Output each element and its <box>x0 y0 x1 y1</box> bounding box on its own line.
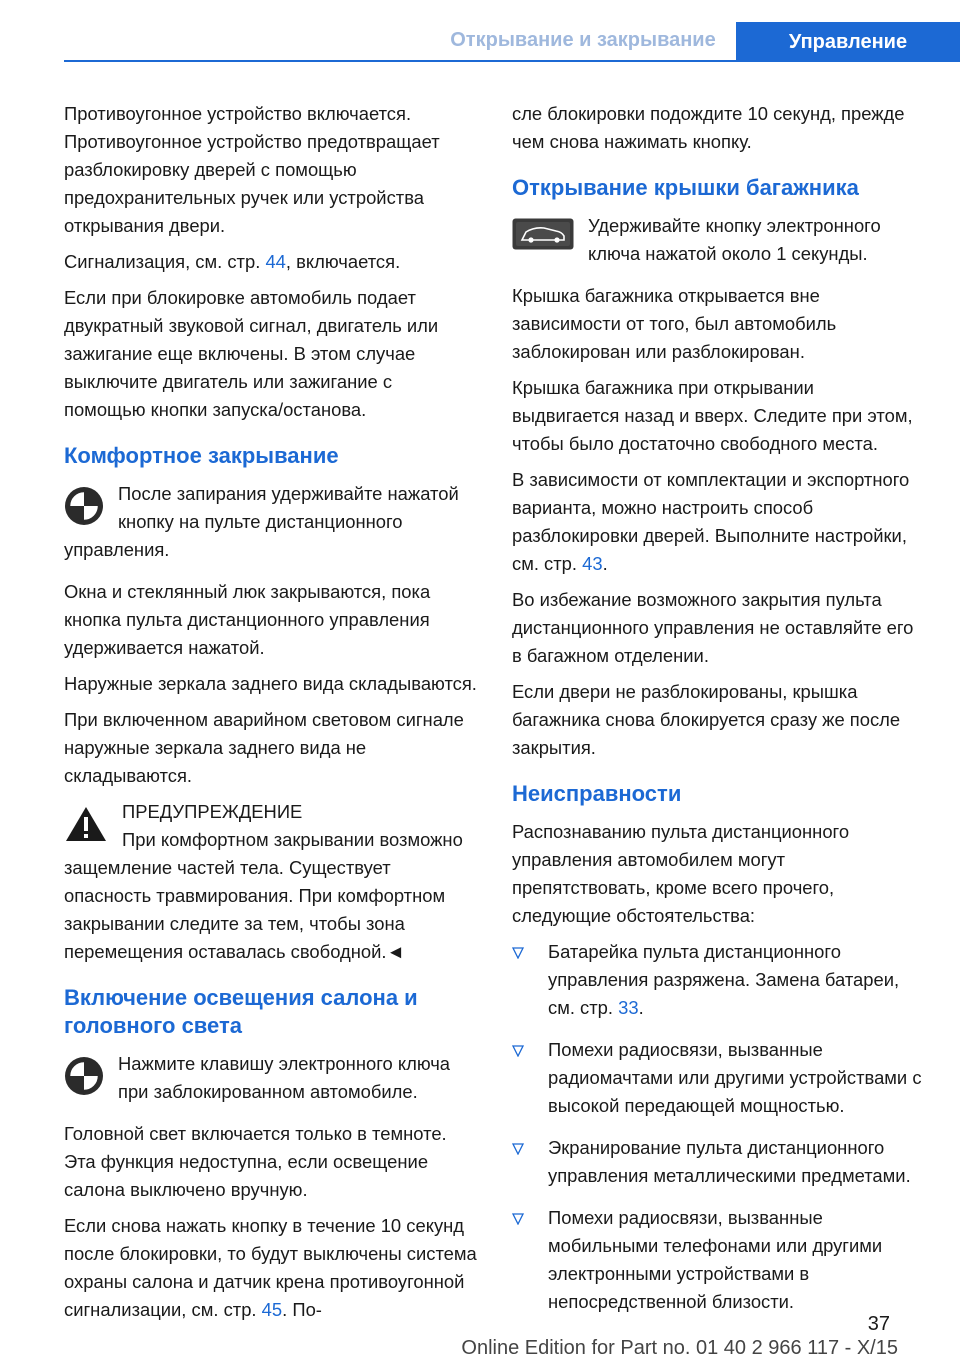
instruction-text: После запирания удерживайте нажатой кнопку на пульте дистанционного управления. <box>64 483 459 560</box>
paragraph: Если двери не разблокированы, крышка багажника снова блокируется сразу же после закрытия. <box>512 681 901 758</box>
footer-edition: Online Edition for Part no. 01 40 2 966 117 - X/15 <box>461 1337 898 1359</box>
text: Если снова нажать кнопку в течение 10 секунд после блокировки, то будут выключены система охраны салона и датчик крена противоугонной сигнализации, см. стр. <box>64 1215 477 1320</box>
comfort-instruction <box>64 480 478 564</box>
instruction-text: Нажмите клавишу электронного ключа при заблокированном автомобиле. <box>118 1053 451 1102</box>
right-column <box>512 100 924 1330</box>
text: Помехи радиосвязи, вызванные мобильными телефонами или другими электронными устройствами в непосредственной близости. <box>548 1207 883 1312</box>
header-rule <box>64 60 960 62</box>
list-item <box>512 1134 924 1190</box>
trunk-button-icon <box>512 218 574 250</box>
page-link-44[interactable]: 44 <box>265 251 286 272</box>
heading-comfort-closing: Комфортное закрывание <box>64 443 339 468</box>
paragraph: сле блокировки подождите 10 секунд, прежде чем снова нажимать кнопку. <box>512 103 905 152</box>
paragraph: Наружные зеркала заднего вида складываются. <box>64 673 477 694</box>
instruction-text: Удерживайте кнопку электронного ключа нажатой около 1 секунды. <box>588 215 881 264</box>
header-section-title: Открывание и закрывание <box>450 29 716 51</box>
paragraph <box>512 466 924 578</box>
lighting-instruction <box>64 1050 478 1106</box>
bmw-key-icon <box>64 1056 104 1096</box>
warning-text: При комфортном закрывании возможно защемление частей тела. Существует опасность травмирования. При комфортном закрывании следите за тем, чтобы зона перемещения оставалась свободной.◄ <box>64 829 463 962</box>
page-link-33[interactable]: 33 <box>618 997 639 1018</box>
text: Сигнализация, см. стр. <box>64 251 261 272</box>
paragraph: Во избежание возможного закрытия пульта дистанционного управления не оставляйте его в багажном отделении. <box>512 589 914 666</box>
paragraph: При включенном аварийном световом сигнале наружные зеркала заднего вида не складываются. <box>64 709 464 786</box>
paragraph: Крышка багажника при открывании выдвигается назад и вверх. Следите при этом, чтобы было достаточно свободного места. <box>512 377 913 454</box>
list-item <box>512 1036 924 1120</box>
paragraph: Если при блокировке автомобиль подает двукратный звуковой сигнал, двигатель или зажигание еще включены. В этом случае выключите двигатель или зажигание с помощью кнопки запуска/останова. <box>64 287 439 420</box>
warning-title: ПРЕДУПРЕЖДЕНИЕ <box>122 801 303 822</box>
text: . <box>602 553 608 574</box>
paragraph <box>64 248 478 276</box>
heading-interior-lighting: Включение освещения салона и головного света <box>64 985 418 1038</box>
triangle-bullet-icon <box>512 1045 524 1057</box>
text: , включается. <box>285 251 401 272</box>
heading-malfunctions: Неисправности <box>512 781 682 806</box>
text: Экранирование пульта дистанционного управления металлическими предметами. <box>548 1137 911 1186</box>
text: Помехи радиосвязи, вызванные радиомачтами или другими устройствами с высокой передающей мощностью. <box>548 1039 922 1116</box>
paragraph <box>64 1212 478 1324</box>
text: . <box>638 997 644 1018</box>
list-item <box>512 1204 924 1316</box>
triangle-bullet-icon <box>512 1213 524 1225</box>
warning-block <box>64 798 478 966</box>
text: В зависимости от комплектации и экспортного варианта, можно настроить способ разблокировки дверей. Выполните настройки, см. стр. <box>512 469 910 574</box>
warning-triangle-icon <box>64 804 108 844</box>
page-link-45[interactable]: 45 <box>261 1299 283 1320</box>
paragraph: Крышка багажника открывается вне зависимости от того, был автомобиль заблокирован или разблокирован. <box>512 285 837 362</box>
triangle-bullet-icon <box>512 1143 524 1155</box>
bmw-key-icon <box>64 486 104 526</box>
malfunction-list <box>512 938 924 1316</box>
text: Батарейка пульта дистанционного управления разряжена. Замена батареи, см. стр. <box>548 941 900 1018</box>
header-chapter-tab: Управление <box>736 22 960 62</box>
heading-trunk-opening: Открывание крышки багажника <box>512 175 859 200</box>
page-link-43[interactable]: 43 <box>582 553 603 574</box>
paragraph: Распознаванию пульта дистанционного управления автомобилем могут препятствовать, кроме всего прочего, следующие обстоятельства: <box>512 821 850 926</box>
triangle-bullet-icon <box>512 947 524 959</box>
list-item <box>512 938 924 1022</box>
paragraph: Противоугонное устройство включается. Противоугонное устройство предотвращает разблокировку дверей с помощью предохранительных ручек или устройства открывания двери. <box>64 103 440 236</box>
page-number: 37 <box>867 1313 890 1335</box>
paragraph: Головной свет включается только в темноте. Эта функция недоступна, если освещение салона выключено вручную. <box>64 1123 447 1200</box>
left-column <box>64 100 478 1332</box>
paragraph: Окна и стеклянный люк закрываются, пока кнопка пульта дистанционного управления удерживается нажатой. <box>64 581 431 658</box>
text: . По- <box>282 1299 322 1320</box>
trunk-instruction <box>512 212 924 268</box>
